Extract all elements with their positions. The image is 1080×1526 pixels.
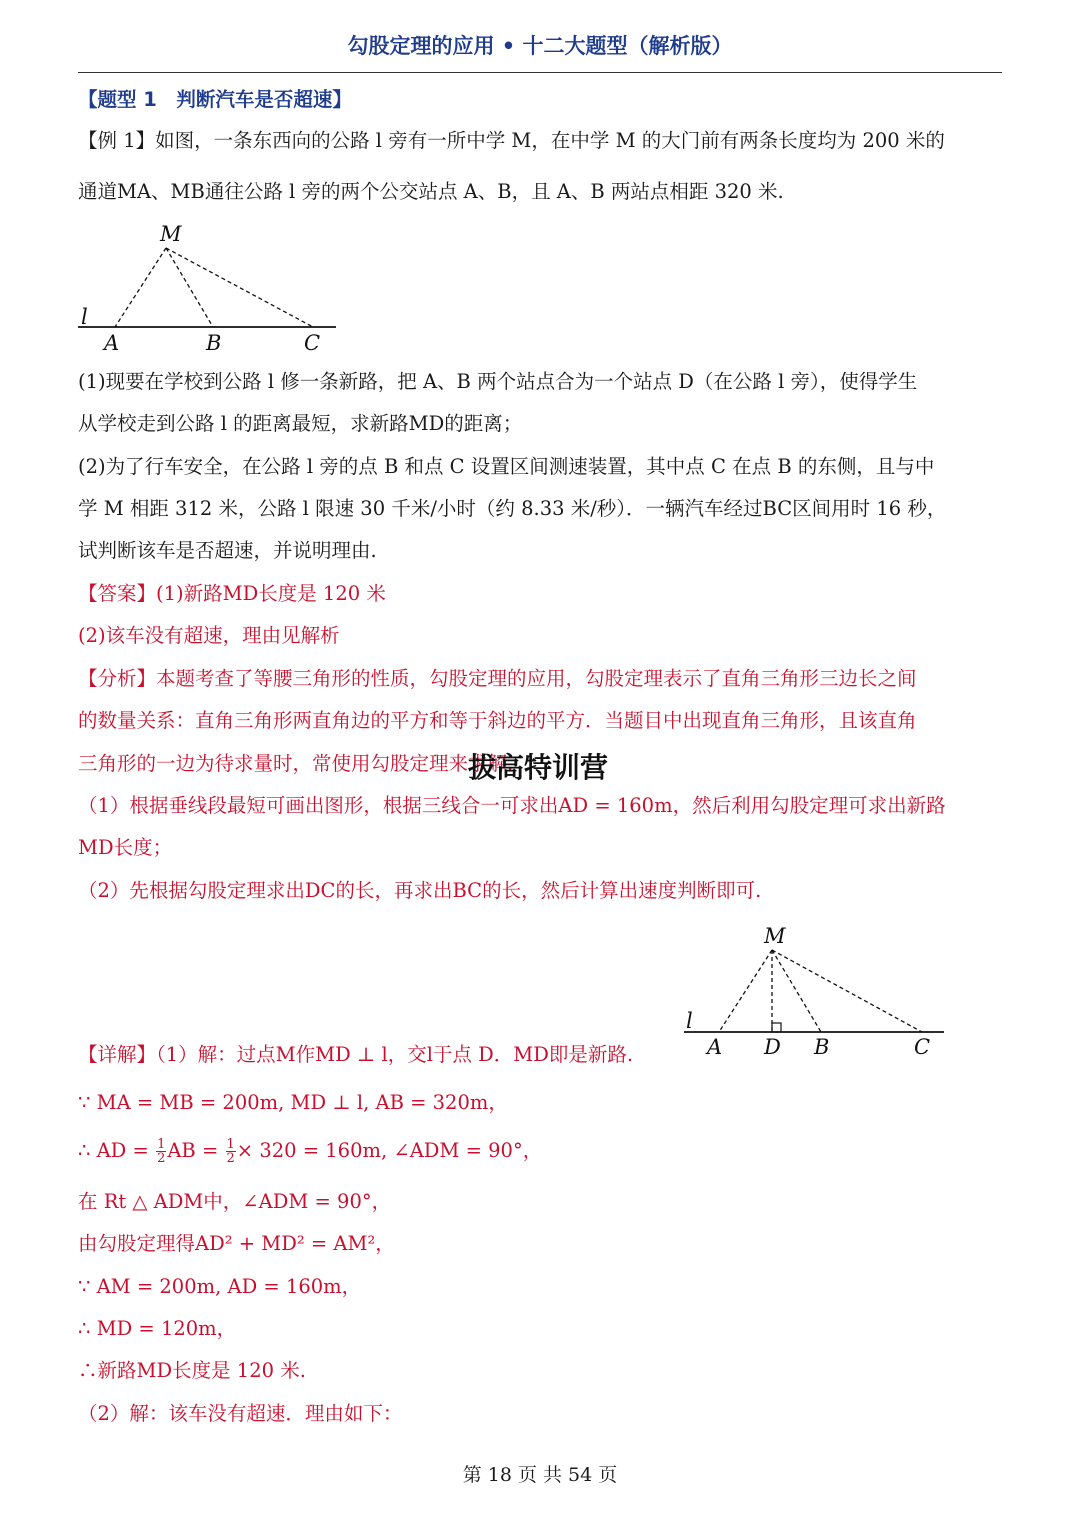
label-m: M: [160, 222, 182, 246]
analysis-line-1: 【分析】本题考查了等腰三角形的性质，勾股定理的应用，勾股定理表示了直角三角形三边长之间: [78, 667, 917, 690]
label-a: A: [707, 1035, 723, 1059]
analysis-line-3: 三角形的一边为待求量时，常使用勾股定理来求解.: [78, 752, 514, 775]
solution-line-9: （2）解：该车没有超速．理由如下：: [78, 1402, 403, 1425]
figure-2-diagram: [678, 920, 950, 1062]
solution-line-3-part-c: × 320 = 160m, ∠ADM = 90°，: [236, 1139, 543, 1162]
solution-line-2: ∵ MA = MB = 200m, MD ⊥ l, AB = 320m，: [78, 1091, 508, 1114]
fraction-denominator: 2: [157, 1151, 166, 1166]
right-angle-mark: [772, 1023, 781, 1032]
question-2-line-3: 试判断该车是否超速，并说明理由.: [78, 539, 377, 562]
analysis-line-5: MD长度；: [78, 836, 173, 859]
solution-line-7: ∴ MD = 120m，: [78, 1317, 237, 1340]
solution-line-3-part-b: AB =: [167, 1139, 225, 1162]
answer-line-2: (2)该车没有超速，理由见解析: [78, 624, 340, 647]
fraction-numerator: 1: [157, 1137, 166, 1152]
solution-line-8: ∴新路MD长度是 120 米.: [78, 1359, 306, 1382]
solution-line-4: 在 Rt △ ADM中，∠ADM = 90°，: [78, 1190, 392, 1213]
question-1-line-1: (1)现要在学校到公路 l 修一条新路，把 A、B 两个站点合为一个站点 D（在公路 l 旁），使得学生: [78, 370, 918, 393]
analysis-line-4: （1）根据垂线段最短可画出图形，根据三线合一可求出AD = 160m，然后利用勾股定理可求出新路: [78, 794, 946, 817]
label-m: M: [764, 924, 786, 948]
solution-line-3: [78, 1137, 1002, 1165]
watermark-text: 拔高特训营: [468, 751, 609, 784]
label-b: B: [814, 1035, 830, 1059]
label-b: B: [206, 331, 222, 355]
fraction-one-half-a: [156, 1138, 166, 1165]
segment-ma: [719, 950, 772, 1032]
segment-ma: [115, 248, 166, 327]
question-2-line-1: (2)为了行车安全，在公路 l 旁的点 B 和点 C 设置区间测速装置，其中点 C 在点 B 的东侧，且与中: [78, 455, 935, 478]
label-c: C: [304, 331, 321, 355]
solution-line-6: ∵ AM = 200m, AD = 160m，: [78, 1275, 362, 1298]
solution-line-1: 【详解】（1）解：过点M作MD ⊥ l，交l于点 D．MD即是新路.: [78, 1043, 634, 1066]
section-title: 【题型 1 判断汽车是否超速】: [78, 88, 352, 111]
label-a: A: [104, 331, 120, 355]
question-2-line-2: 学 M 相距 312 米，公路 l 限速 30 千米/小时（约 8.33 米/秒）．一辆汽车经过BC区间用时 16 秒，: [78, 497, 947, 520]
segment-mb: [166, 248, 213, 327]
fraction-denominator: 2: [226, 1151, 235, 1166]
page-footer: 第 18 页 共 54 页: [462, 1464, 618, 1486]
solution-line-3-part-a: ∴ AD =: [78, 1139, 156, 1162]
header-divider: [78, 72, 1002, 73]
fraction-one-half-b: [226, 1138, 236, 1165]
solution-line-5: 由勾股定理得AD² + MD² = AM²，: [78, 1232, 395, 1255]
label-l: l: [81, 305, 88, 329]
fraction-numerator: 1: [226, 1137, 235, 1152]
example-line-2: 通道MA、MB通往公路 l 旁的两个公交站点 A、B，且 A、B 两站点相距 320 米.: [78, 180, 784, 203]
analysis-line-2: 的数量关系：直角三角形两直角边的平方和等于斜边的平方．当题目中出现直角三角形，且该直角: [78, 709, 917, 732]
segment-mb: [772, 950, 821, 1032]
label-l: l: [686, 1009, 693, 1033]
page-header-title: 勾股定理的应用 • 十二大题型（解析版）: [347, 34, 733, 58]
example-line-1: 【例 1】如图，一条东西向的公路 l 旁有一所中学 M，在中学 M 的大门前有两条长度均为 200 米的: [78, 129, 945, 152]
label-c: C: [914, 1035, 931, 1059]
analysis-line-6: （2）先根据勾股定理求出DC的长，再求出BC的长，然后计算出速度判断即可.: [78, 879, 762, 902]
segment-mc: [166, 248, 313, 327]
answer-line-1: 【答案】(1)新路MD长度是 120 米: [78, 582, 386, 605]
figure-1-diagram: [70, 220, 350, 360]
question-1-line-2: 从学校走到公路 l 的距离最短，求新路MD的距离；: [78, 412, 523, 435]
segment-mc: [772, 950, 922, 1032]
label-d: D: [764, 1035, 781, 1059]
